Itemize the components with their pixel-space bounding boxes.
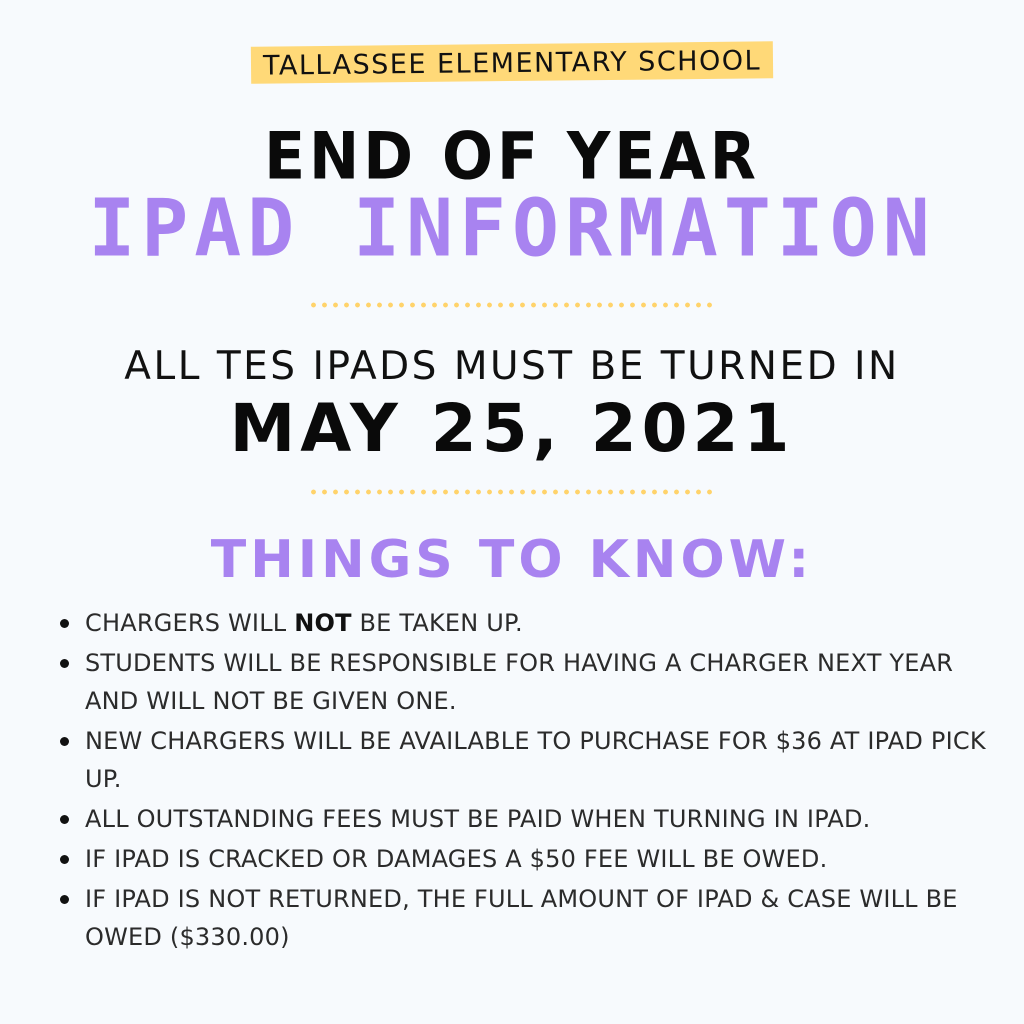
dotted-divider-top xyxy=(308,302,718,308)
deadline-date: MAY 25, 2021 xyxy=(229,390,795,467)
title-end-of-year: END OF YEAR xyxy=(264,119,760,195)
item-text: IF IPAD IS NOT RETURNED, THE FULL AMOUNT OF IPAD & CASE WILL BE OWED ($330.00) xyxy=(85,885,958,951)
item-text: STUDENTS WILL BE RESPONSIBLE FOR HAVING A CHARGER NEXT YEAR AND WILL NOT BE GIVEN ONE. xyxy=(85,649,954,715)
info-bullet-list xyxy=(58,604,1008,958)
list-item xyxy=(58,604,1008,642)
item-text: NEW CHARGERS WILL BE AVAILABLE TO PURCHASE FOR $36 AT IPAD PICK UP. xyxy=(85,727,986,793)
school-banner-wrap xyxy=(0,44,1024,81)
dotted-divider-bottom xyxy=(308,489,718,495)
list-item xyxy=(58,880,1008,956)
item-text: ALL OUTSTANDING FEES MUST BE PAID WHEN TURNING IN IPAD. xyxy=(85,805,871,833)
list-item xyxy=(58,644,1008,720)
item-text: IF IPAD IS CRACKED OR DAMAGES A $50 FEE WILL BE OWED. xyxy=(85,845,828,873)
item-text: BE TAKEN UP. xyxy=(351,609,523,637)
item-text: CHARGERS WILL xyxy=(85,609,295,637)
list-item xyxy=(58,840,1008,878)
emphasis-not: NOT xyxy=(294,609,352,637)
title-ipad-information: IPAD INFORMATION xyxy=(88,183,936,275)
turn-in-notice: ALL TES IPADS MUST BE TURNED IN xyxy=(124,344,900,389)
list-item xyxy=(58,722,1008,798)
list-item xyxy=(58,800,1008,838)
things-to-know-heading: THINGS TO KNOW: xyxy=(210,530,814,590)
school-name-banner: TALLASSEE ELEMENTARY SCHOOL xyxy=(251,41,773,83)
